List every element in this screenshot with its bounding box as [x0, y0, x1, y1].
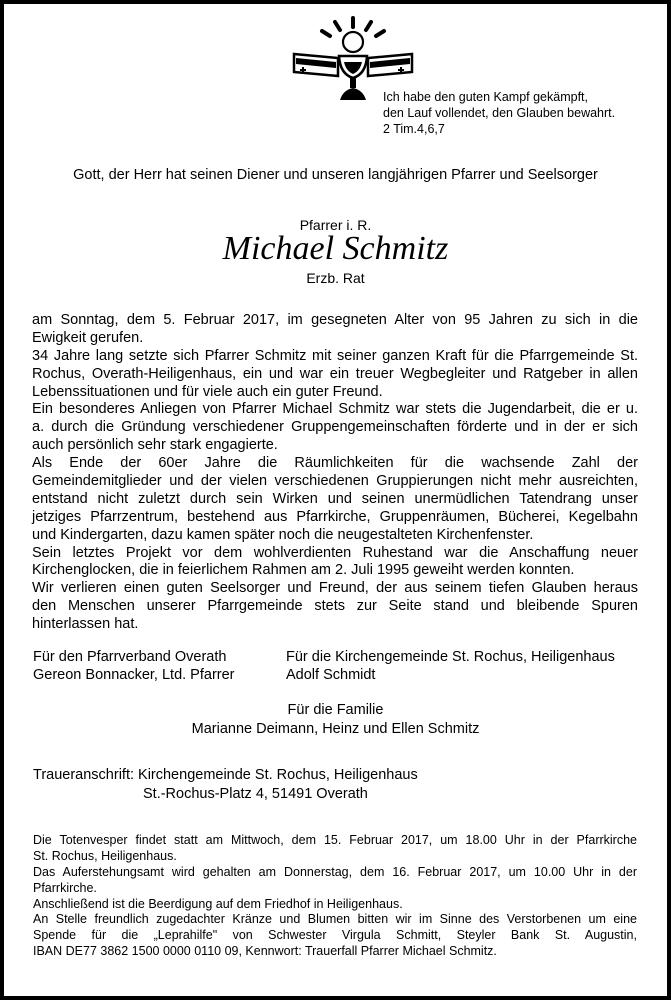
text-line: Pfarrkirche.	[33, 880, 97, 895]
text-line: Gemeindemitglieder und der vielen verschiedenen Gruppierungen nicht mehr ausreichten,	[32, 473, 638, 490]
text-line: entstand nicht zuletzt durch sein Wirken und seinen unermüdlichen Tatendrang unser	[32, 490, 638, 507]
signature-left	[33, 648, 235, 684]
family-signature	[0, 701, 671, 739]
text-line: An Stelle freundlich zugedachter Kränze und Blumen bitten wir im Sinne des Verstorbenen um eine	[33, 912, 637, 927]
text-line: Spende für die „Leprahilfe" von Schwester Virgula Schmitt, Steyler Bank St. Augustin,	[33, 928, 637, 943]
address-line: Traueranschrift: Kirchengemeinde St. Rochus, Heiligenhaus	[33, 767, 418, 783]
text-line: Wir verlieren einen guten Seelsorger und Freund, der aus seinem tiefen Glauben heraus	[32, 580, 638, 597]
text-line: Lebenssituationen und für viele auch ein guter Freund.	[32, 383, 383, 400]
service-notes	[33, 833, 637, 960]
text-line: Anschließend ist die Beerdigung auf dem Friedhof in Heiligenhaus.	[33, 896, 403, 911]
signature-org: Für die Kirchengemeinde St. Rochus, Heiligenhaus	[286, 649, 615, 665]
quote-reference: 2 Tim.4,6,7	[383, 122, 445, 136]
text-line: Die Totenvesper findet statt am Mittwoch, dem 15. Februar 2017, um 18.00 Uhr in der Pfarrkirche	[33, 833, 637, 847]
text-line: Sein letztes Projekt vor dem wohlverdienten Ruhestand war die Anschaffung neuer	[32, 544, 638, 561]
text-line: auch persönlich sehr stark engagierte.	[32, 437, 278, 454]
text-line: 34 Jahre lang setzte sich Pfarrer Schmitz mit seiner ganzen Kraft für die Pfarrgemeinde St.	[32, 347, 638, 364]
obituary-body	[32, 312, 638, 634]
intro-text: Gott, der Herr hat seinen Diener und unseren langjährigen Pfarrer und Seelsorger	[73, 167, 598, 183]
quote-line: den Lauf vollendet, den Glauben bewahrt.	[383, 106, 616, 120]
text-line: am Sonntag, dem 5. Februar 2017, im gesegneten Alter von 95 Jahren zu sich in die	[32, 312, 638, 328]
text-line: hinterlassen hat.	[32, 616, 139, 633]
text-line: IBAN DE77 3862 1500 0000 0110 09, Kennwort: Trauerfall Pfarrer Michael Schmitz.	[33, 944, 497, 959]
mourning-address	[33, 766, 418, 804]
text-line: St. Rochus, Heiligenhaus.	[33, 848, 177, 863]
address-line: St.-Rochus-Platz 4, 51491 Overath	[143, 786, 368, 802]
text-line: Als Ende der 60er Jahre die Räumlichkeiten für die wachsende Zahl der	[32, 455, 638, 472]
text-line: Ein besonderes Anliegen von Pfarrer Michael Schmitz war stets die Jugendarbeit, die er u.	[32, 401, 638, 418]
text-line: jetziges Pfarrzentrum, bestehend aus Pfarrkirche, Gruppenräumen, Bücherei, Kegelbahn	[32, 508, 638, 525]
deceased-title: Pfarrer i. R.	[299, 217, 372, 233]
text-line: und Kindergarten, dazu kamen später noch die neugestalteten Kirchenfenster.	[32, 526, 534, 543]
text-line: Das Auferstehungsamt wird gehalten am Donnerstag, dem 16. Februar 2017, um 10.00 Uhr in der	[33, 864, 637, 879]
text-line: den Menschen unserer Pfarrgemeinde stets zur Seite stand und bleibende Spuren	[32, 598, 638, 615]
bible-quote	[383, 89, 615, 137]
text-line: a. durch die Gründung verschiedener Gruppengemeinschaften förderte und in der er sich	[32, 419, 638, 436]
family-names: Marianne Deimann, Heinz und Ellen Schmitz	[191, 721, 480, 737]
family-heading: Für die Familie	[287, 702, 384, 718]
text-line: Ewigkeit gerufen.	[32, 329, 144, 346]
text-line: Kirchenglocken, die in feierlichem Rahmen am 2. Juli 1995 geweiht werden konnten.	[32, 562, 575, 579]
signature-person: Gereon Bonnacker, Ltd. Pfarrer	[33, 667, 235, 683]
signature-right	[286, 648, 615, 684]
text-line: Rochus, Overath-Heiligenhaus, ein und war ein treuer Wegbegleiter und Ratgeber in allen	[32, 365, 638, 382]
signature-org: Für den Pfarrverband Overath	[33, 649, 227, 665]
signature-person: Adolf Schmidt	[286, 667, 376, 683]
quote-line: Ich habe den guten Kampf gekämpft,	[383, 90, 588, 104]
deceased-rank: Erzb. Rat	[306, 270, 365, 286]
deceased-name: Michael Schmitz	[222, 230, 449, 267]
